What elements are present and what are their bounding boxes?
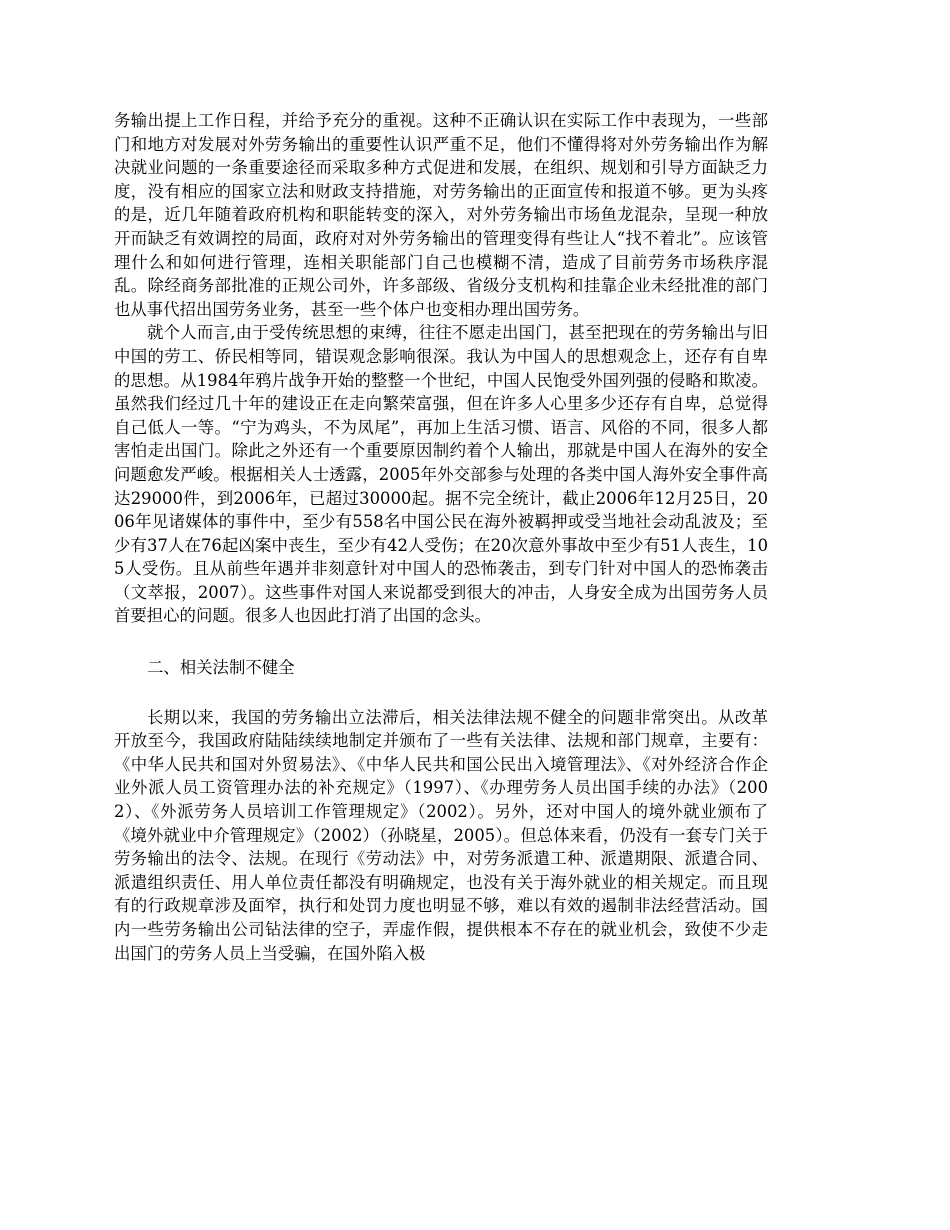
body-paragraph-2: 就个人而言,由于受传统思想的束缚，往往不愿走出国门，甚至把现在的劳务输出与旧中国的劳工、侨民相等同，错误观念影响很深。我认为中国人的思想观念上，还存有自卑的思想。从1984年鸦片战争开始的整整一个世纪，中国人民饱受外国列强的侵略和欺凌。虽然我们经过几十年的建设正在走向繁荣富强，但在许多人心里多少还存有自卑，总觉得自己低人一等。“宁为鸡头，不为凤尾”，再加上生活习惯、语言、风俗的不同，很多人都害怕走出国门。除此之外还有一个重要原因制约着个人输出，那就是中国人在海外的安全问题愈发严峻。根据相关人士透露，2005年外交部参与处理的各类中国人海外安全事件高达29000件，到2006年，已超过30000起。据不完全统计，截止2006年12月25日，2006年见诸媒体的事件中，至少有558名中国公民在海外被羁押或受当地社会动乱波及；至少有37人在76起凶案中丧生，至少有42人受伤；在20次意外事故中至少有51人丧生，105人受伤。且从前些年遇并非刻意针对中国人的恐怖袭击，到专门针对中国人的恐怖袭击（文萃报，2007）。这些事件对国人来说都受到很大的冲击，人身安全成为出国劳务人员首要担心的问题。很多人也因此打消了出国的念头。 <box>114 323 768 626</box>
section-heading: 二、相关法制不健全 <box>147 658 295 678</box>
body-paragraph-3: 长期以来，我国的劳务输出立法滞后，相关法律法规不健全的问题非常突出。从改革开放至今，我国政府陆陆续续地制定并颁布了一些有关法律、法规和部门规章，主要有：《中华人民共和国对外贸易法》、《中华人民共和国公民出入境管理法》、《对外经济合作企业外派人员工资管理办法的补充规定》（1997）、《办理劳务人员出国手续的办法》（2002）、《外派劳务人员培训工作管理规定》（2002）。另外，还对中国人的境外就业颁布了《境外就业中介管理规定》（2002）（孙晓星，2005）。但总体来看，仍没有一套专门关于劳务输出的法令、法规。在现行《劳动法》中，对劳务派遣工种、派遣期限、派遣合同、派遣组织责任、用人单位责任都没有明确规定，也没有关于海外就业的相关规定。而且现有的行政规章涉及面窄，执行和处罚力度也明显不够，难以有效的遏制非法经营活动。国内一些劳务输出公司钻法律的空子，弄虚作假，提供根本不存在的就业机会，致使不少走出国门的劳务人员上当受骗，在国外陷入极 <box>114 707 768 963</box>
body-paragraph-1: 务输出提上工作日程，并给予充分的重视。这种不正确认识在实际工作中表现为，一些部门和地方对发展对外劳务输出的重要性认识严重不足，他们不懂得将对外劳务输出作为解决就业问题的一条重要途径而采取多种方式促进和发展，在组织、规划和引导方面缺乏力度，没有相应的国家立法和财政支持措施，对劳务输出的正面宣传和报道不够。更为头疼的是，近几年随着政府机构和职能转变的深入，对外劳务输出市场鱼龙混杂，呈现一种放开而缺乏有效调控的局面，政府对对外劳务输出的管理变得有些让人“找不着北”。应该管理什么和如何进行管理，连相关职能部门自己也模糊不清，造成了目前劳务市场秩序混乱。除经商务部批准的正规公司外，许多部级、省级分支机构和挂靠企业未经批准的部门也从事代招出国劳务业务，甚至一些个体户也变相办理出国劳务。 <box>114 111 768 319</box>
document-page <box>114 109 768 965</box>
